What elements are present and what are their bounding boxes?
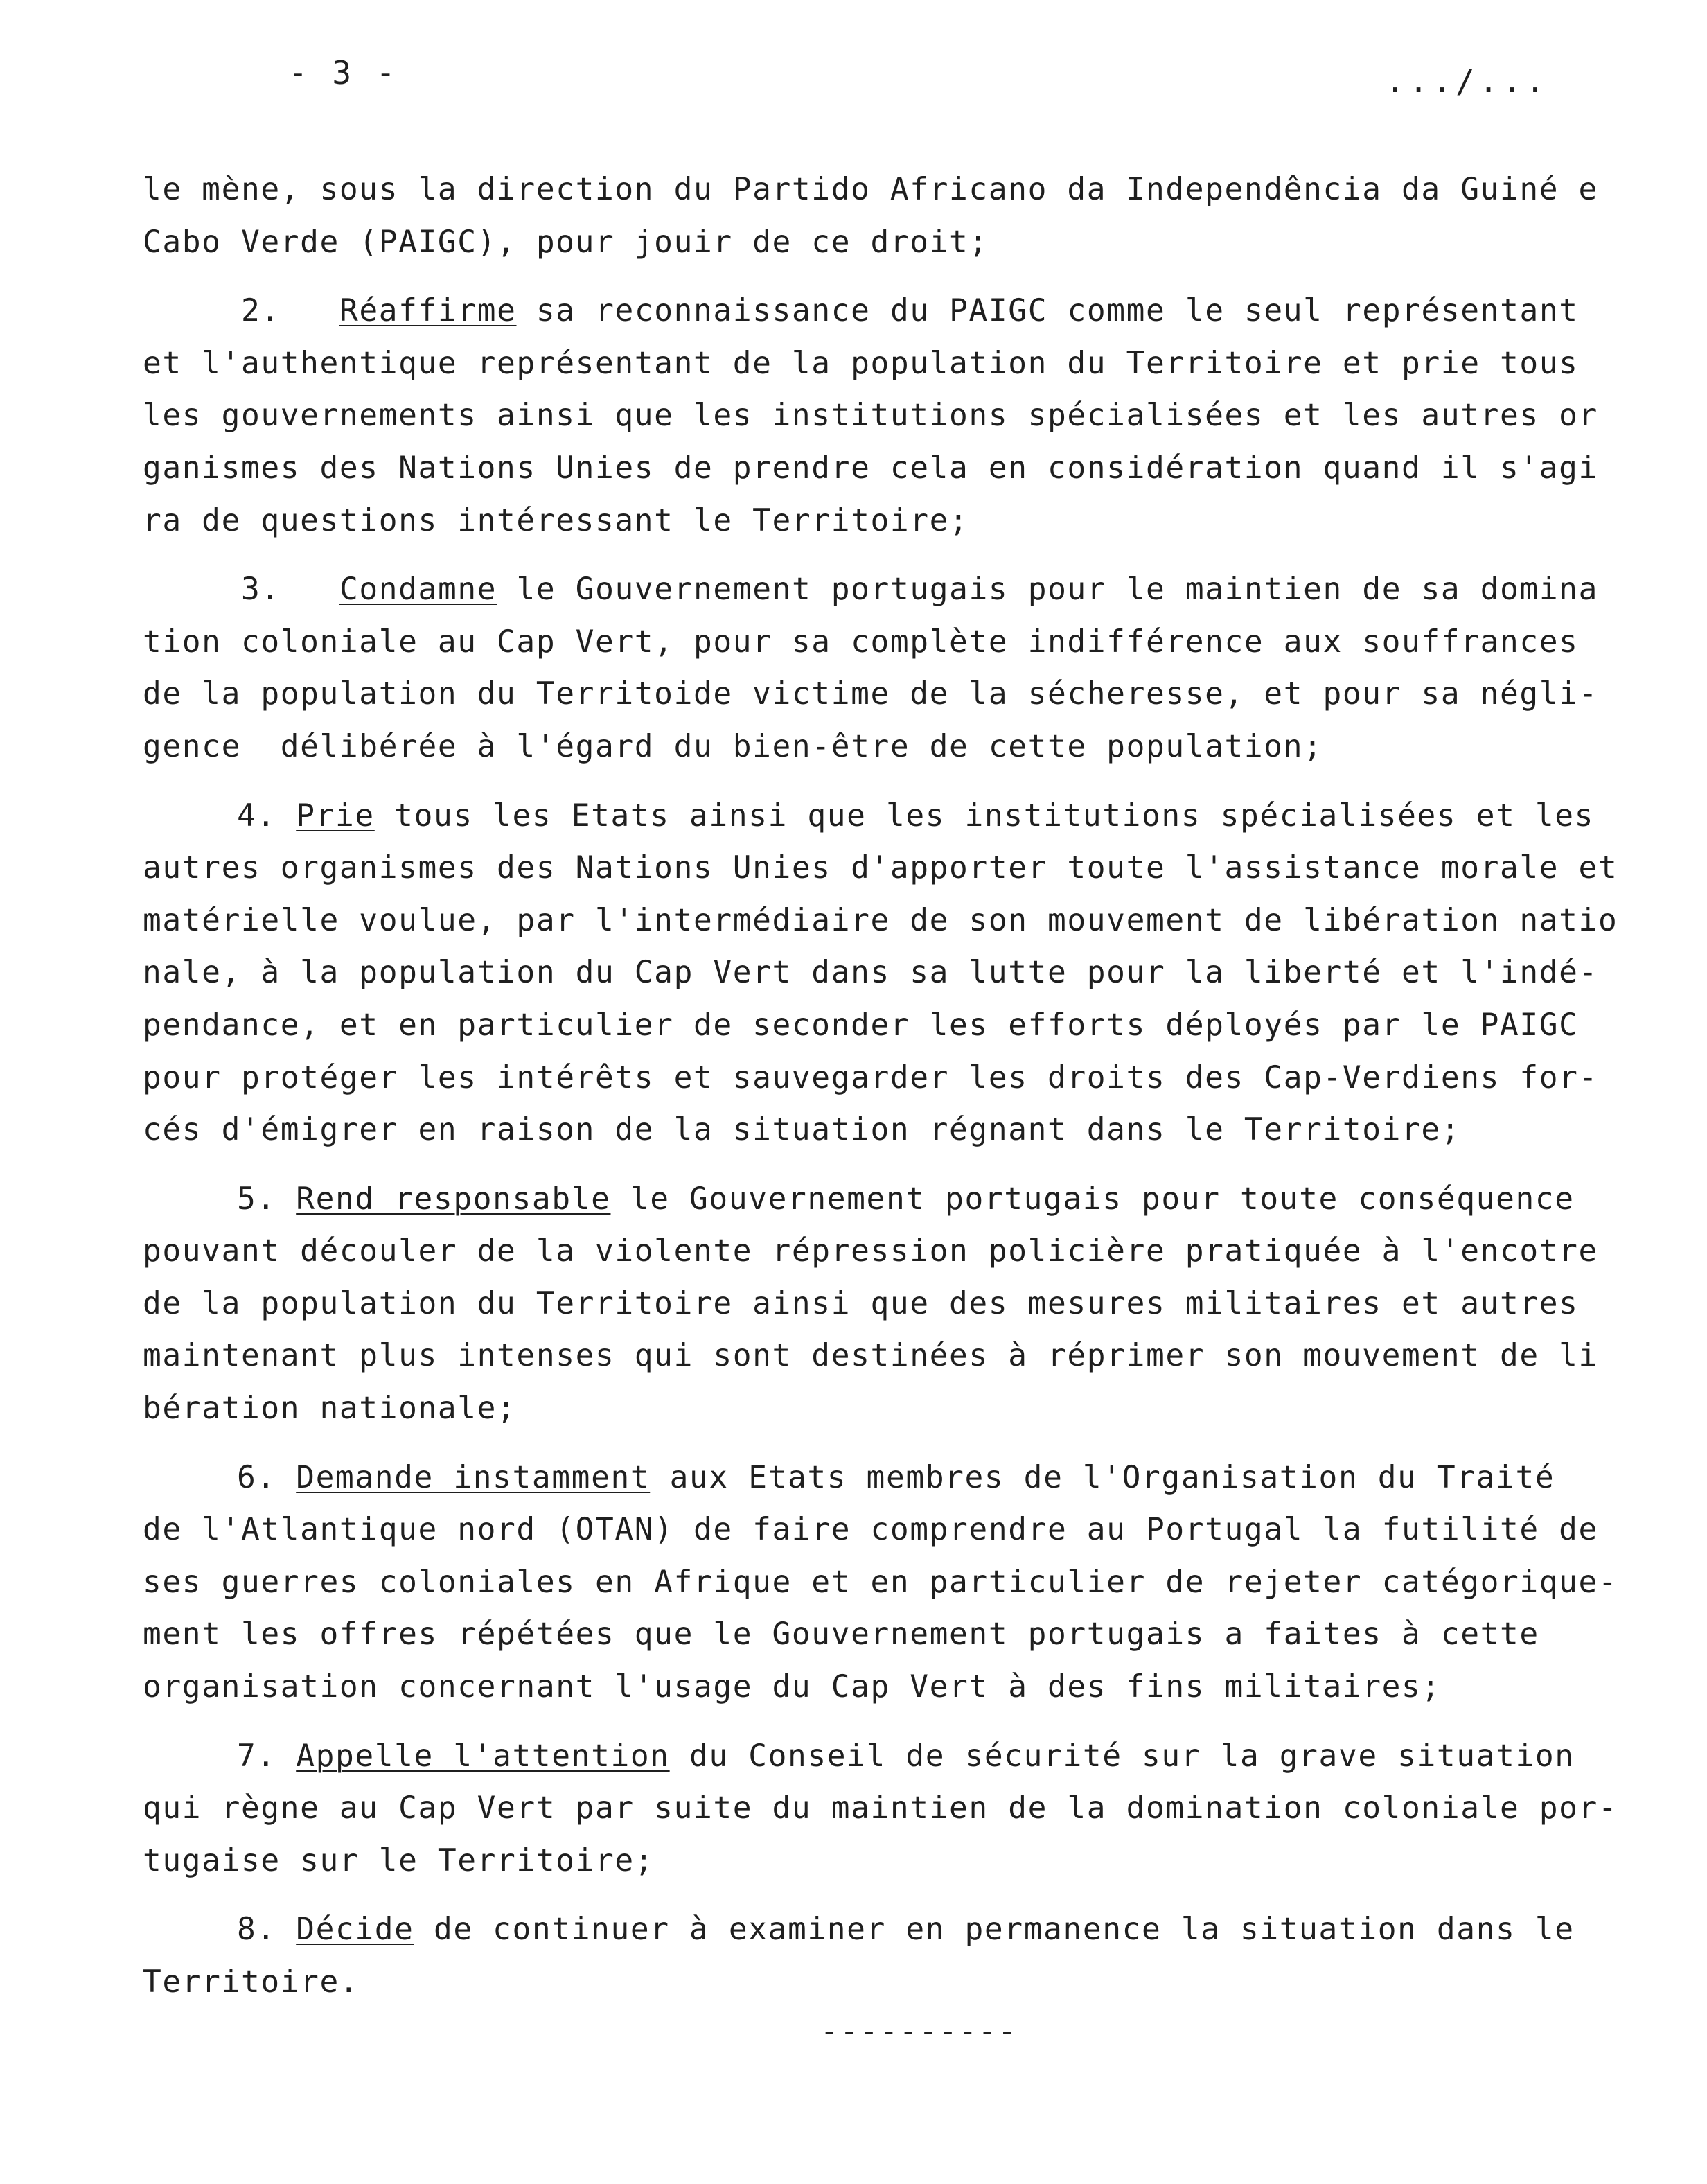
paragraph-first-line	[143, 790, 1695, 843]
text-line: organisation concernant l'usage du Cap Vert à des fins militaires;	[143, 1669, 1441, 1705]
paragraph-text: de continuer à examiner en permanence la situation dans le	[414, 1912, 1575, 1948]
intro-paragraph	[143, 164, 1695, 268]
operative-paragraph-2	[143, 285, 1695, 547]
text-line: ses guerres coloniales en Afrique et en particulier de rejeter catégorique-	[143, 1564, 1618, 1600]
paragraph-number: 5.	[237, 1181, 276, 1217]
text-line: maintenant plus intenses qui sont destinées à réprimer son mouvement de li	[143, 1338, 1598, 1374]
paragraph-text: le Gouvernement portugais pour le maintien de sa domina	[497, 572, 1599, 608]
paragraph-text: le Gouvernement portugais pour toute conséquence	[610, 1181, 1575, 1217]
paragraph-keyword: Demande instamment	[296, 1459, 651, 1495]
paragraph-text: aux Etats membres de l'Organisation du Traité	[650, 1459, 1555, 1495]
paragraph-number: 2.	[241, 293, 281, 329]
paragraph-number: 4.	[237, 798, 276, 834]
paragraph-keyword: Condamne	[339, 572, 497, 608]
text-line: pendance, et en particulier de seconder les efforts déployés par le PAIGC	[143, 1007, 1579, 1043]
page-number: - 3 -	[288, 54, 398, 91]
text-line: pouvant découler de la violente répression policière pratiquée à l'encotre	[143, 1233, 1598, 1269]
paragraph-number: 8.	[237, 1912, 276, 1948]
text-line: de la population du Territoide victime de la sécheresse, et pour sa négli-	[143, 676, 1598, 712]
text-line: tion coloniale au Cap Vert, pour sa complète indifférence aux souffrances	[143, 624, 1579, 660]
text-line: pour protéger les intérêts et sauvegarder les droits des Cap-Verdiens for-	[143, 1059, 1598, 1095]
document-body	[143, 164, 1695, 2025]
operative-paragraph-3	[143, 563, 1695, 773]
paragraph-text: tous les Etats ainsi que les institutions spécialisées et les	[374, 798, 1595, 834]
paragraph-first-line	[143, 563, 1695, 616]
text-line: ra de questions intéressant le Territoire;	[143, 502, 969, 538]
text-line: matérielle voulue, par l'intermédiaire de son mouvement de libération natio	[143, 902, 1618, 938]
paragraph-first-line	[143, 1903, 1695, 1956]
text-line: de la population du Territoire ainsi que des mesures militaires et autres	[143, 1285, 1579, 1321]
text-line: Territoire.	[143, 1964, 360, 2000]
text-line: les gouvernements ainsi que les institutions spécialisées et les autres or	[143, 398, 1598, 434]
paragraph-keyword: Réaffirme	[339, 293, 517, 329]
paragraph-number: 6.	[237, 1459, 276, 1495]
paragraph-keyword: Rend responsable	[296, 1181, 611, 1217]
operative-paragraph-8	[143, 1903, 1695, 2008]
text-line: et l'authentique représentant de la population du Territoire et prie tous	[143, 345, 1579, 381]
paragraph-first-line	[143, 1452, 1695, 1504]
text-line: cés d'émigrer en raison de la situation régnant dans le Territoire;	[143, 1112, 1461, 1148]
text-line: nale, à la population du Cap Vert dans sa lutte pour la liberté et l'indé-	[143, 955, 1598, 991]
text-line: ment les offres répétées que le Gouvernement portugais a faites à cette	[143, 1617, 1539, 1653]
text-line: le mène, sous la direction du Partido Africano da Independência da Guiné e	[143, 172, 1598, 207]
paragraph-text: du Conseil de sécurité sur la grave situation	[669, 1738, 1575, 1774]
paragraph-keyword: Décide	[296, 1912, 414, 1948]
paragraph-number: 7.	[237, 1738, 276, 1774]
closing-rule: ----------	[820, 2014, 1018, 2049]
paragraph-number: 3.	[241, 572, 281, 608]
paragraph-keyword: Appelle l'attention	[296, 1738, 670, 1774]
operative-paragraph-6	[143, 1452, 1695, 1714]
paragraph-first-line	[143, 1730, 1695, 1783]
operative-paragraph-4	[143, 790, 1695, 1156]
text-line: gence délibérée à l'égard du bien-être de cette population;	[143, 728, 1323, 764]
text-line: tugaise sur le Territoire;	[143, 1842, 655, 1878]
paragraph-first-line	[143, 1173, 1695, 1226]
operative-paragraph-7	[143, 1730, 1695, 1887]
text-line: ganismes des Nations Unies de prendre cela en considération quand il s'agi	[143, 450, 1598, 486]
text-line: de l'Atlantique nord (OTAN) de faire comprendre au Portugal la futilité de	[143, 1512, 1598, 1548]
paragraph-first-line	[143, 285, 1695, 337]
paragraph-keyword: Prie	[296, 798, 375, 834]
text-line: autres organismes des Nations Unies d'apporter toute l'assistance morale et	[143, 850, 1618, 886]
text-line: bération nationale;	[143, 1391, 517, 1427]
paragraph-text: sa reconnaissance du PAIGC comme le seul représentant	[516, 293, 1579, 329]
text-line: qui règne au Cap Vert par suite du maintien de la domination coloniale por-	[143, 1790, 1618, 1826]
text-line: Cabo Verde (PAIGC), pour jouir de ce droit;	[143, 224, 989, 260]
continuation-marker: .../...	[1386, 62, 1549, 100]
operative-paragraph-5	[143, 1173, 1695, 1435]
